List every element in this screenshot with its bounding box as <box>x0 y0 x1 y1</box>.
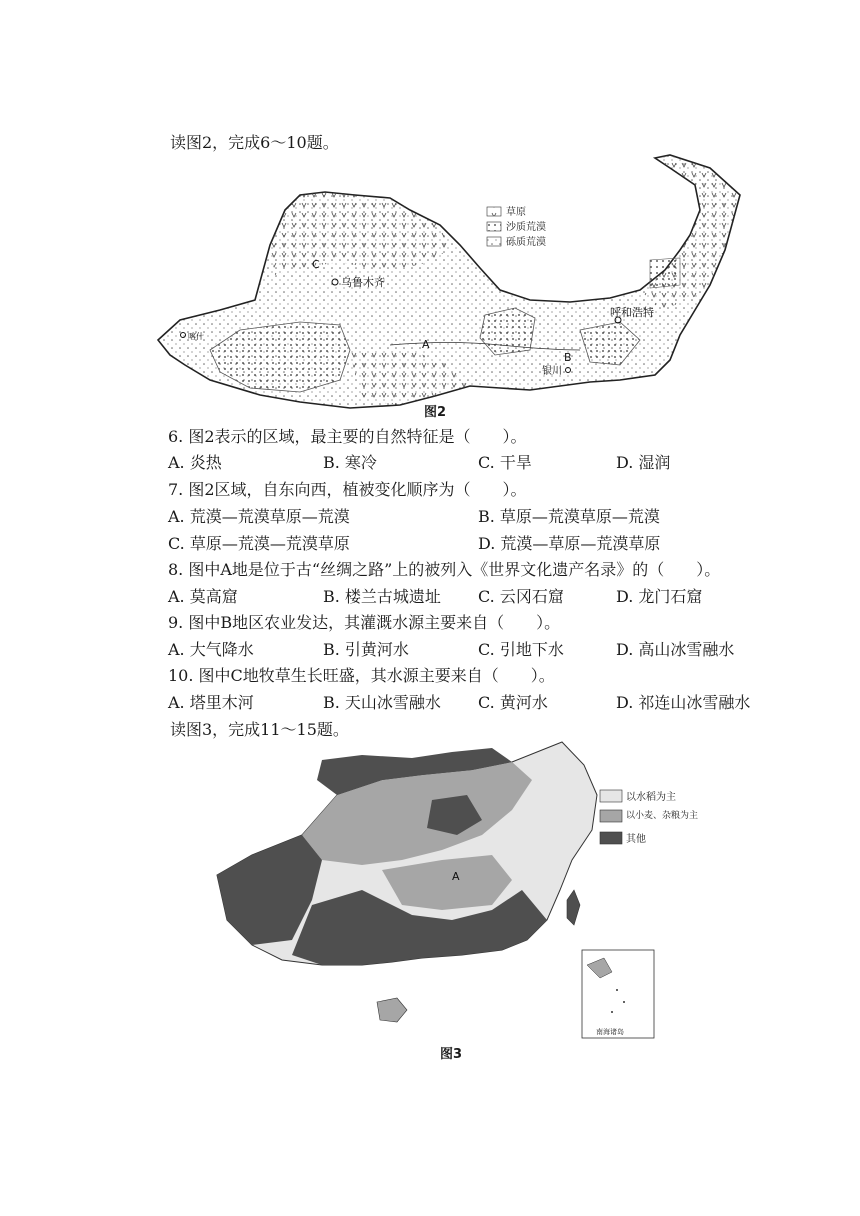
sandy-desert-central <box>480 308 535 355</box>
island-hainan <box>377 998 407 1022</box>
question-6-option-d: D. 湿润 <box>616 453 671 472</box>
legend-wheat: 以小麦、杂粮为主 <box>626 811 699 821</box>
question-6-stem: 6. 图2表示的区域，最主要的自然特征是（ ）。 <box>168 427 527 446</box>
question-10-option-b: B. 天山冰雪融水 <box>323 693 441 712</box>
question-7-option-d: D. 荒漠—草原—荒漠草原 <box>478 534 661 553</box>
question-6-option-a: A. 炎热 <box>168 453 222 472</box>
label-a: A <box>422 338 430 351</box>
legend-sandy-desert: 沙质荒漠 <box>506 222 546 233</box>
figure-3-legend <box>600 790 698 845</box>
question-8-stem: 8. 图中A地是位于古“丝绸之路”上的被列入《世界文化遗产名录》的（ ）。 <box>168 560 721 579</box>
label-b: B <box>564 351 572 364</box>
legend-other: 其他 <box>626 834 646 845</box>
question-6-option-b: B. 寒冷 <box>323 453 377 472</box>
question-10-option-c: C. 黄河水 <box>478 693 548 712</box>
label-yinchuan: 银川 <box>542 366 562 377</box>
sandy-desert-northeast <box>650 258 680 288</box>
figure-3-map <box>212 740 732 1040</box>
intro-figure-3: 读图3，完成11～15题。 <box>170 720 349 739</box>
grassland-north <box>270 192 450 275</box>
figure-2-caption: 图2 <box>424 405 447 420</box>
question-9-option-a: A. 大气降水 <box>168 640 254 659</box>
figure-2-legend <box>487 205 546 248</box>
question-8-option-d: D. 龙门石窟 <box>616 587 703 606</box>
figure-3-caption: 图3 <box>440 1047 463 1062</box>
question-10-option-d: D. 祁连山冰雪融水 <box>616 693 751 712</box>
question-9-option-c: C. 引地下水 <box>478 640 564 659</box>
question-7-option-a: A. 荒漠—荒漠草原—荒漠 <box>168 507 350 526</box>
question-7-option-c: C. 草原—荒漠—荒漠草原 <box>168 534 350 553</box>
question-9-stem: 9. 图中B地区农业发达，其灌溉水源主要来自（ ）。 <box>168 613 561 632</box>
legend-gravel-desert: 砾质荒漠 <box>506 237 546 248</box>
question-10-stem: 10. 图中C地牧草生长旺盛，其水源主要来自（ ）。 <box>168 666 555 685</box>
question-8-option-a: A. 莫高窟 <box>168 587 238 606</box>
question-9-option-d: D. 高山冰雪融水 <box>616 640 735 659</box>
figure-2-map <box>150 150 750 415</box>
legend-rice: 以水稻为主 <box>626 792 676 803</box>
question-8-option-b: B. 楼兰古城遗址 <box>323 587 441 606</box>
question-10-option-a: A. 塔里木河 <box>168 693 254 712</box>
south-china-sea-inset <box>582 950 654 1038</box>
question-7-option-b: B. 草原—荒漠草原—荒漠 <box>478 507 660 526</box>
question-9-option-b: B. 引黄河水 <box>323 640 409 659</box>
legend-grassland: 草原 <box>506 207 526 218</box>
question-7-stem: 7. 图2区域，自东向西，植被变化顺序为（ ）。 <box>168 480 527 499</box>
question-6-option-c: C. 干旱 <box>478 453 532 472</box>
island-taiwan <box>567 890 580 925</box>
label-c: C <box>312 258 320 271</box>
label-kashi: 喀什 <box>188 332 204 341</box>
label-a: A <box>452 870 460 883</box>
intro-figure-2: 读图2，完成6～10题。 <box>170 133 339 152</box>
question-8-option-c: C. 云冈石窟 <box>478 587 564 606</box>
label-hohhot: 呼和浩特 <box>610 306 654 319</box>
inset-label: 南海诸岛 <box>596 1028 624 1036</box>
label-urumqi: 乌鲁木齐 <box>341 276 385 289</box>
